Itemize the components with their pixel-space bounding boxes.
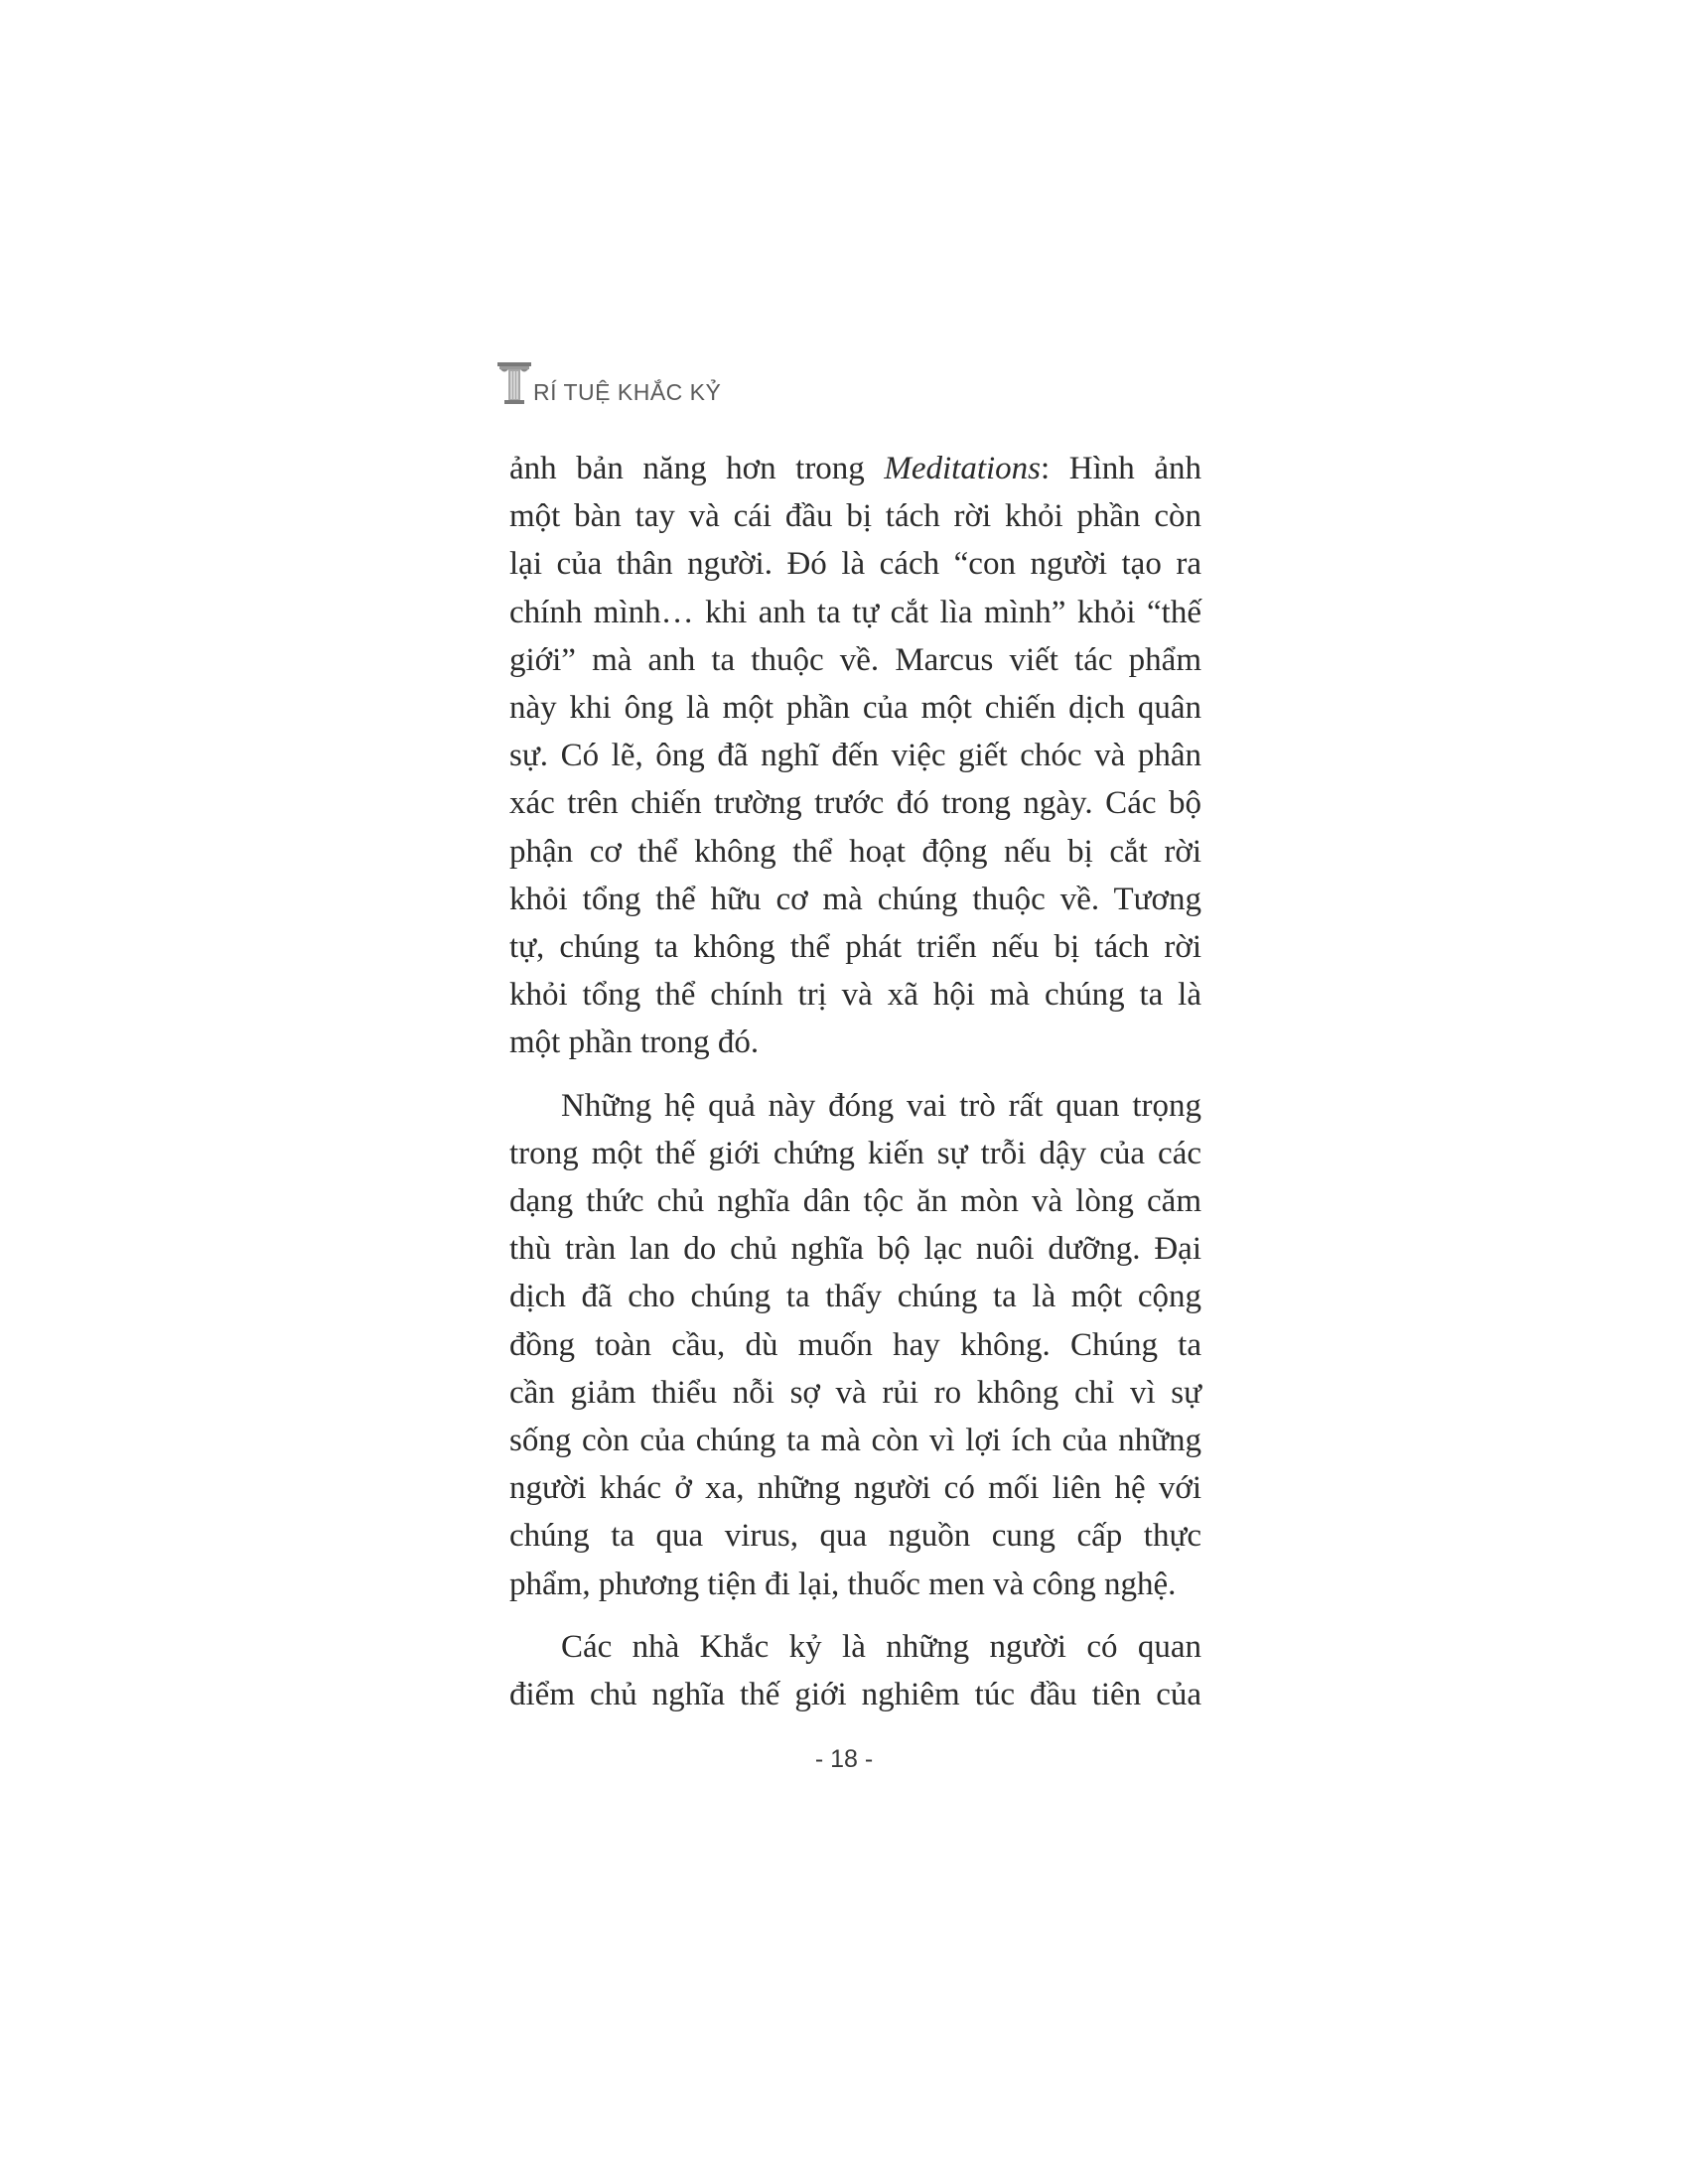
book-title-meditations: Meditations [884,451,1042,486]
running-header [496,355,721,405]
text-line: người khác ở xa, những người có mối liên hệ với [509,1470,1201,1507]
text-line: Các nhà Khắc kỷ là những người có quan [561,1628,1201,1665]
text-line: lại của thân người. Đó là cách “con người tạo ra [509,546,1201,583]
text-line: một phần trong đó. [509,1024,760,1061]
text-line: giới” mà anh ta thuộc về. Marcus viết tác phẩm [509,641,1201,678]
text-line: trong một thế giới chứng kiến sự trỗi dậy của các [509,1135,1201,1171]
text-line: phẩm, phương tiện đi lại, thuốc men và công nghệ. [509,1566,1177,1602]
text-line: phận cơ thể không thể hoạt động nếu bị cắt rời [509,833,1201,870]
text-line: tự, chúng ta không thể phát triển nếu bị tách rời [509,929,1201,966]
text-line: cần giảm thiểu nỗi sợ và rủi ro không chỉ vì sự [509,1374,1201,1411]
text-line: dạng thức chủ nghĩa dân tộc ăn mòn và lòng căm [509,1183,1201,1220]
text-line: một bàn tay và cái đầu bị tách rời khỏi phần còn [509,498,1201,535]
text-line: chính mình… khi anh ta tự cắt lìa mình” khỏi “thế [509,594,1201,630]
paragraph-3 [509,1623,1201,1718]
column-capital-T-icon [496,361,532,405]
text-line: này khi ông là một phần của một chiến dịch quân [509,690,1201,727]
text-line: thù tràn lan do chủ nghĩa bộ lạc nuôi dưỡng. Đại [509,1231,1201,1268]
text-line: đồng toàn cầu, dù muốn hay không. Chúng ta [509,1326,1201,1363]
running-header-title: RÍ TUỆ KHẮC KỶ [533,379,722,405]
text-line: dịch đã cho chúng ta thấy chúng ta là một cộng [509,1279,1201,1315]
page-number: - 18 - [814,1745,874,1773]
text-line: sống còn của chúng ta mà còn vì lợi ích của những [509,1423,1201,1459]
paragraph-2 [509,1082,1201,1608]
text-line: sự. Có lẽ, ông đã nghĩ đến việc giết chóc và phân [509,738,1201,774]
paragraph-1 [509,445,1201,1067]
body-text [509,445,1201,1733]
text-line: ảnh bản năng hơn trong Meditations: Hình ảnh [509,451,1201,486]
text-line: điểm chủ nghĩa thế giới nghiêm túc đầu tiên của [509,1677,1201,1713]
text-line: xác trên chiến trường trước đó trong ngày. Các bộ [509,785,1201,822]
text-line: khỏi tổng thể chính trị và xã hội mà chúng ta là [509,977,1201,1014]
text-line: Những hệ quả này đóng vai trò rất quan trọng [561,1087,1201,1124]
text-line: khỏi tổng thể hữu cơ mà chúng thuộc về. Tương [509,881,1201,917]
text-line: chúng ta qua virus, qua nguồn cung cấp thực [509,1518,1201,1555]
